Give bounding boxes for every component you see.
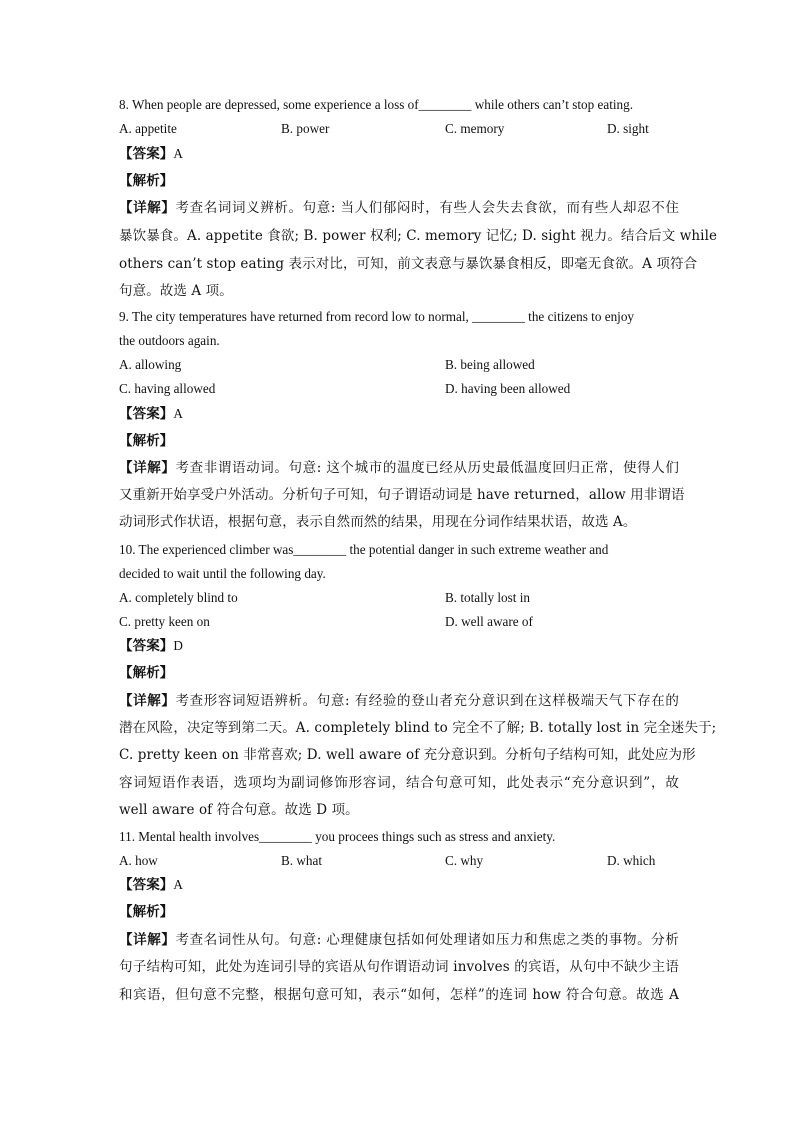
q10-question: decided to wait until the following day.: [119, 566, 326, 581]
q10-detail-line: 容词短语作表语，选项均为副词修饰形容词，结合句意可知，此处表示“充分意识到”，故: [119, 775, 679, 791]
q11-detail-line: 和宾语，但句意不完整，根据句意可知，表示“如何，怎样”的连词 how 符合句意。故选 A: [119, 987, 679, 1003]
q9-analysis-tag: [119, 433, 679, 449]
q8-question: 8. When people are depressed, some experience a loss of________ while others can’t stop eating.: [119, 97, 634, 112]
q8-option-c: C. memory: [445, 121, 505, 136]
q11-option-a: A. how: [119, 853, 158, 868]
answer-tag: 【答案】: [119, 406, 174, 422]
answer-tag: 【答案】: [119, 638, 174, 654]
q10-option-d: D. well aware of: [445, 614, 533, 629]
q11-option-b: B. what: [281, 853, 323, 868]
q8-option-d: D. sight: [607, 121, 649, 136]
q9-option-b: B. being allowed: [445, 357, 535, 372]
q10-analysis-tag: [119, 665, 679, 681]
analysis-tag: 【解析】: [119, 665, 174, 681]
answer-tag: 【答案】: [119, 877, 174, 893]
q11-detail-line: [119, 932, 679, 948]
q11-question: 11. Mental health involves________ you procees things such as stress and anxiety.: [119, 829, 556, 844]
q11-option-d: D. which: [607, 853, 656, 868]
q8-analysis-tag: [119, 173, 679, 189]
q11-answer: [119, 877, 679, 893]
q9-question: the outdoors again.: [119, 333, 220, 348]
q10-question: 10. The experienced climber was________ the potential danger in such extreme weather and: [119, 542, 609, 557]
q8-answer: [119, 146, 679, 162]
q10-answer: [119, 638, 679, 654]
q8-detail-line: 暴饮暴食。A. appetite 食欲; B. power 权利; C. memory 记忆; D. sight 视力。结合后文 while: [119, 228, 718, 244]
q10-detail-line: 潜在风险，决定等到第二天。A. completely blind to 完全不了解; B. totally lost in 完全迷失于;: [119, 720, 717, 736]
detail-tag: 【详解】: [119, 200, 176, 216]
q10-option-c: C. pretty keen on: [119, 614, 210, 629]
q11-analysis-tag: [119, 904, 679, 920]
q9-detail-line: 动词形式作状语，根据句意，表示自然而然的结果，用现在分词作结果状语，故选 A。: [119, 514, 637, 530]
answer-value: D: [173, 638, 184, 653]
q11-detail-line: 句子结构可知，此处为连词引导的宾语从句作谓语动词 involves 的宾语，从句中不缺少主语: [119, 959, 679, 975]
answer-value: A: [173, 146, 184, 161]
q9-detail-line: 又重新开始享受户外活动。分析句子可知，句子谓语动词是 have returned，allow 用非谓语: [119, 487, 685, 503]
q8-detail-line: [119, 200, 679, 216]
q10-detail-line: well aware of 符合句意。故选 D 项。: [119, 802, 359, 818]
q9-question: 9. The city temperatures have returned from record low to normal, ________ the citizens to enjoy: [119, 309, 635, 324]
q9-answer: [119, 406, 679, 422]
q10-detail-line: C. pretty keen on 非常喜欢; D. well aware of 充分意识到。分析句子结构可知，此处应为形: [119, 747, 696, 763]
q8-detail-line: 句意。故选 A 项。: [119, 283, 233, 299]
analysis-tag: 【解析】: [119, 173, 174, 189]
detail-text: 考查名词性从句。句意: 心理健康包括如何处理诸如压力和焦虑之类的事物。分析: [175, 932, 679, 948]
q10-option-a: A. completely blind to: [119, 590, 238, 605]
detail-tag: 【详解】: [119, 693, 176, 709]
detail-text: 考查非谓语动词。句意: 这个城市的温度已经从历史最低温度回归正常，使得人们: [175, 460, 679, 476]
q9-option-a: A. allowing: [119, 357, 182, 372]
q9-detail-line: [119, 460, 679, 476]
q9-option-d: D. having been allowed: [445, 381, 571, 396]
q10-option-b: B. totally lost in: [445, 590, 530, 605]
q8-option-b: B. power: [281, 121, 330, 136]
q8-option-a: A. appetite: [119, 121, 177, 136]
analysis-tag: 【解析】: [119, 433, 174, 449]
detail-text: 考查形容词短语辨析。句意: 有经验的登山者充分意识到在这样极端天气下存在的: [175, 693, 679, 709]
answer-value: A: [173, 877, 184, 892]
detail-text: 考查名词词义辨析。句意: 当人们郁闷时，有些人会失去食欲，而有些人却忍不住: [175, 200, 679, 216]
q10-detail-line: [119, 693, 679, 709]
q8-detail-line: others can’t stop eating 表示对比，可知，前文表意与暴饮暴食相反，即毫无食欲。A 项符合: [119, 256, 698, 272]
q11-option-c: C. why: [445, 853, 484, 868]
q9-option-c: C. having allowed: [119, 381, 216, 396]
detail-tag: 【详解】: [119, 460, 176, 476]
answer-value: A: [173, 406, 184, 421]
analysis-tag: 【解析】: [119, 904, 174, 920]
answer-tag: 【答案】: [119, 146, 174, 162]
detail-tag: 【详解】: [119, 932, 176, 948]
